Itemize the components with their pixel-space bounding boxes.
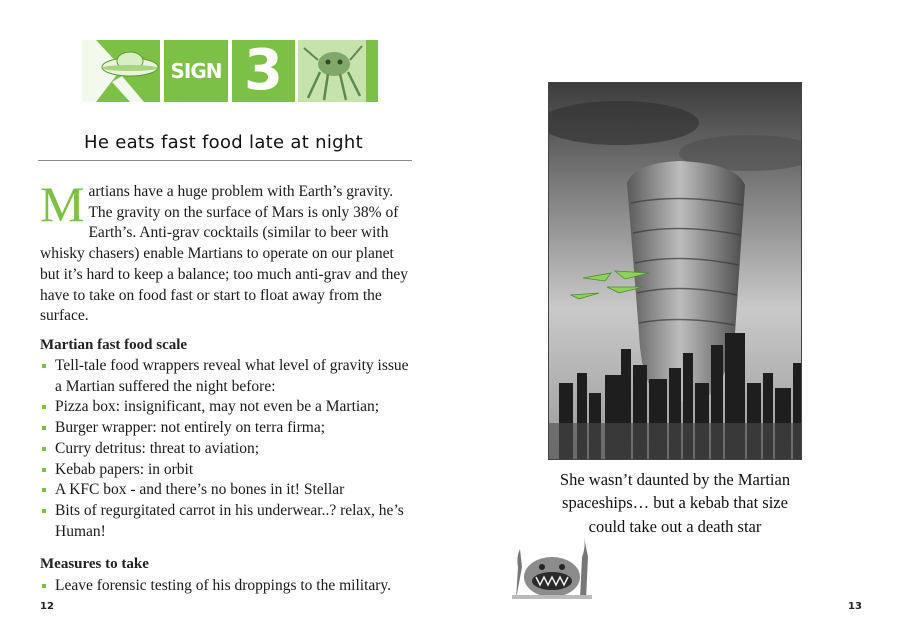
- kebab-city-photo: [548, 82, 802, 460]
- sign-number: 3: [244, 38, 283, 103]
- sign-label: SIGN: [170, 59, 222, 83]
- page-number-left: 12: [40, 601, 54, 612]
- flying-saucer-icon: [82, 40, 160, 102]
- list-item: Burger wrapper: not entirely on terra firma;: [40, 418, 412, 439]
- alien-monster-icon: [512, 527, 592, 599]
- intro-text: artians have a huge problem with Earth’s gravity. The gravity on the surface of Mars is only 38% of Earth’s. Anti-grav cocktails (similar to beer with whisky chasers) enable Martians to operate on our planet but it’s hard to keep a balance; too much anti-grav and they have to take on food fast or start to float away from the surface.: [40, 183, 409, 325]
- alien-tile: [298, 40, 378, 102]
- section-heading-scale: Martian fast food scale: [40, 337, 188, 353]
- list-item: Kebab papers: in orbit: [40, 460, 412, 481]
- fast-food-scale-list: [40, 356, 412, 542]
- grinning-alien-image: [512, 527, 592, 599]
- martian-tripod-icon: [298, 40, 378, 102]
- page-title: He eats fast food late at night: [84, 132, 363, 153]
- list-item: Pizza box: insignificant, may not even be a Martian;: [40, 397, 412, 418]
- sign-word-tile: [164, 40, 228, 102]
- measures-list: [40, 576, 412, 597]
- kebab-skyline-image: [549, 83, 801, 459]
- photo-caption: She wasn’t daunted by the Martian spaceships… but a kebab that size could take out a death star: [559, 470, 791, 536]
- sign-number-tile: [232, 40, 295, 102]
- list-item: Tell-tale food wrappers reveal what level of gravity issue a Martian suffered the night before:: [40, 356, 412, 397]
- list-item: Bits of regurgitated carrot in his underwear..? relax, he’s Human!: [40, 501, 412, 542]
- drop-cap: M: [40, 176, 85, 232]
- list-item: A KFC box - and there’s no bones in it! Stellar: [40, 480, 412, 501]
- ufo-tile: [82, 40, 160, 102]
- sign-banner: [82, 40, 378, 102]
- list-item: Curry detritus: threat to aviation;: [40, 439, 412, 460]
- title-divider: [38, 160, 412, 161]
- section-heading-measures: Measures to take: [40, 556, 149, 572]
- list-item: Leave forensic testing of his droppings to the military.: [40, 576, 412, 597]
- page-number-right: 13: [848, 601, 862, 612]
- intro-paragraph: [40, 176, 412, 327]
